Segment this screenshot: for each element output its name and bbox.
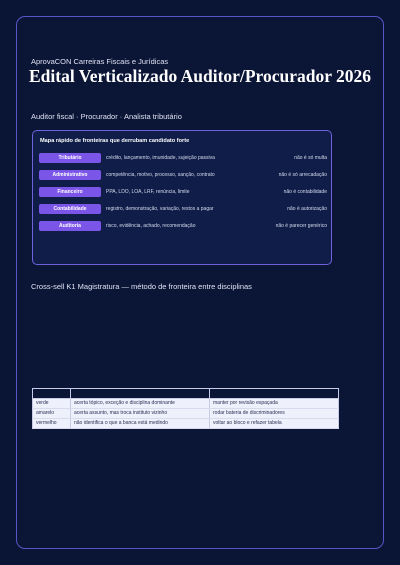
frontier-row: [39, 221, 327, 231]
action-cell: voltar ao bloco e refazer tabela: [210, 419, 339, 429]
frontier-tag: Administrativo: [39, 170, 101, 180]
diagnosis-cell: acerta tópico, exceção e disciplina dominante: [71, 399, 210, 409]
table-row: [33, 409, 339, 419]
page-subtitle: Auditor fiscal · Procurador · Analista tributário: [31, 112, 182, 121]
diagnosis-cell: não identifica o que a banca está medindo: [71, 419, 210, 429]
table-row: [33, 399, 339, 409]
frontier-row: [39, 187, 327, 197]
table-header-cell: [71, 389, 210, 399]
frontier-desc: competência, motivo, processo, sanção, contrato: [106, 172, 215, 178]
table-header-row: [33, 389, 339, 399]
frontier-note: não é só multa: [294, 155, 327, 161]
action-cell: rodar bateria de discriminadores: [210, 409, 339, 419]
frontier-desc: risco, evidência, achado, recomendação: [106, 223, 196, 229]
status-cell: amarelo: [33, 409, 71, 419]
frontier-row: [39, 153, 327, 163]
frontier-map-card: [32, 130, 332, 265]
frontier-note: não é contabilidade: [283, 189, 327, 195]
frontier-note: não é só arrecadação: [278, 172, 327, 178]
frontier-desc: crédito, lançamento, imunidade, sujeição passiva: [106, 155, 215, 161]
table-header-cell: [33, 389, 71, 399]
diagnosis-cell: acerta assunto, mas troca instituto vizinho: [71, 409, 210, 419]
frontier-desc: registro, demonstração, variação, restos a pagar: [106, 206, 214, 212]
frontier-tag: Financeiro: [39, 187, 101, 197]
frontier-tag: Auditoria: [39, 221, 101, 231]
table-row: [33, 419, 339, 429]
table-header-cell: [210, 389, 339, 399]
brand-name: AprovaCON Carreiras Fiscais e Jurídicas: [31, 57, 169, 66]
page-title: Edital Verticalizado Auditor/Procurador 2026: [28, 66, 372, 86]
action-cell: manter por revisão espaçada: [210, 399, 339, 409]
frontier-note: não é parecer genérico: [275, 223, 327, 229]
cross-sell-title: Cross-sell K1 Magistratura — método de fronteira entre disciplinas: [31, 282, 252, 291]
frontier-note: não é autorização: [287, 206, 327, 212]
frontier-tag: Tributário: [39, 153, 101, 163]
status-cell: vermelho: [33, 419, 71, 429]
frontier-desc: PPA, LDO, LOA, LRF, renúncia, limite: [106, 189, 190, 195]
frontier-row: [39, 170, 327, 180]
frontier-status-table: [32, 388, 339, 429]
status-cell: verde: [33, 399, 71, 409]
frontier-row: [39, 204, 327, 214]
frontier-tag: Contabilidade: [39, 204, 101, 214]
frontier-map-title: Mapa rápido de fronteiras que derrubam candidato forte: [40, 138, 190, 144]
